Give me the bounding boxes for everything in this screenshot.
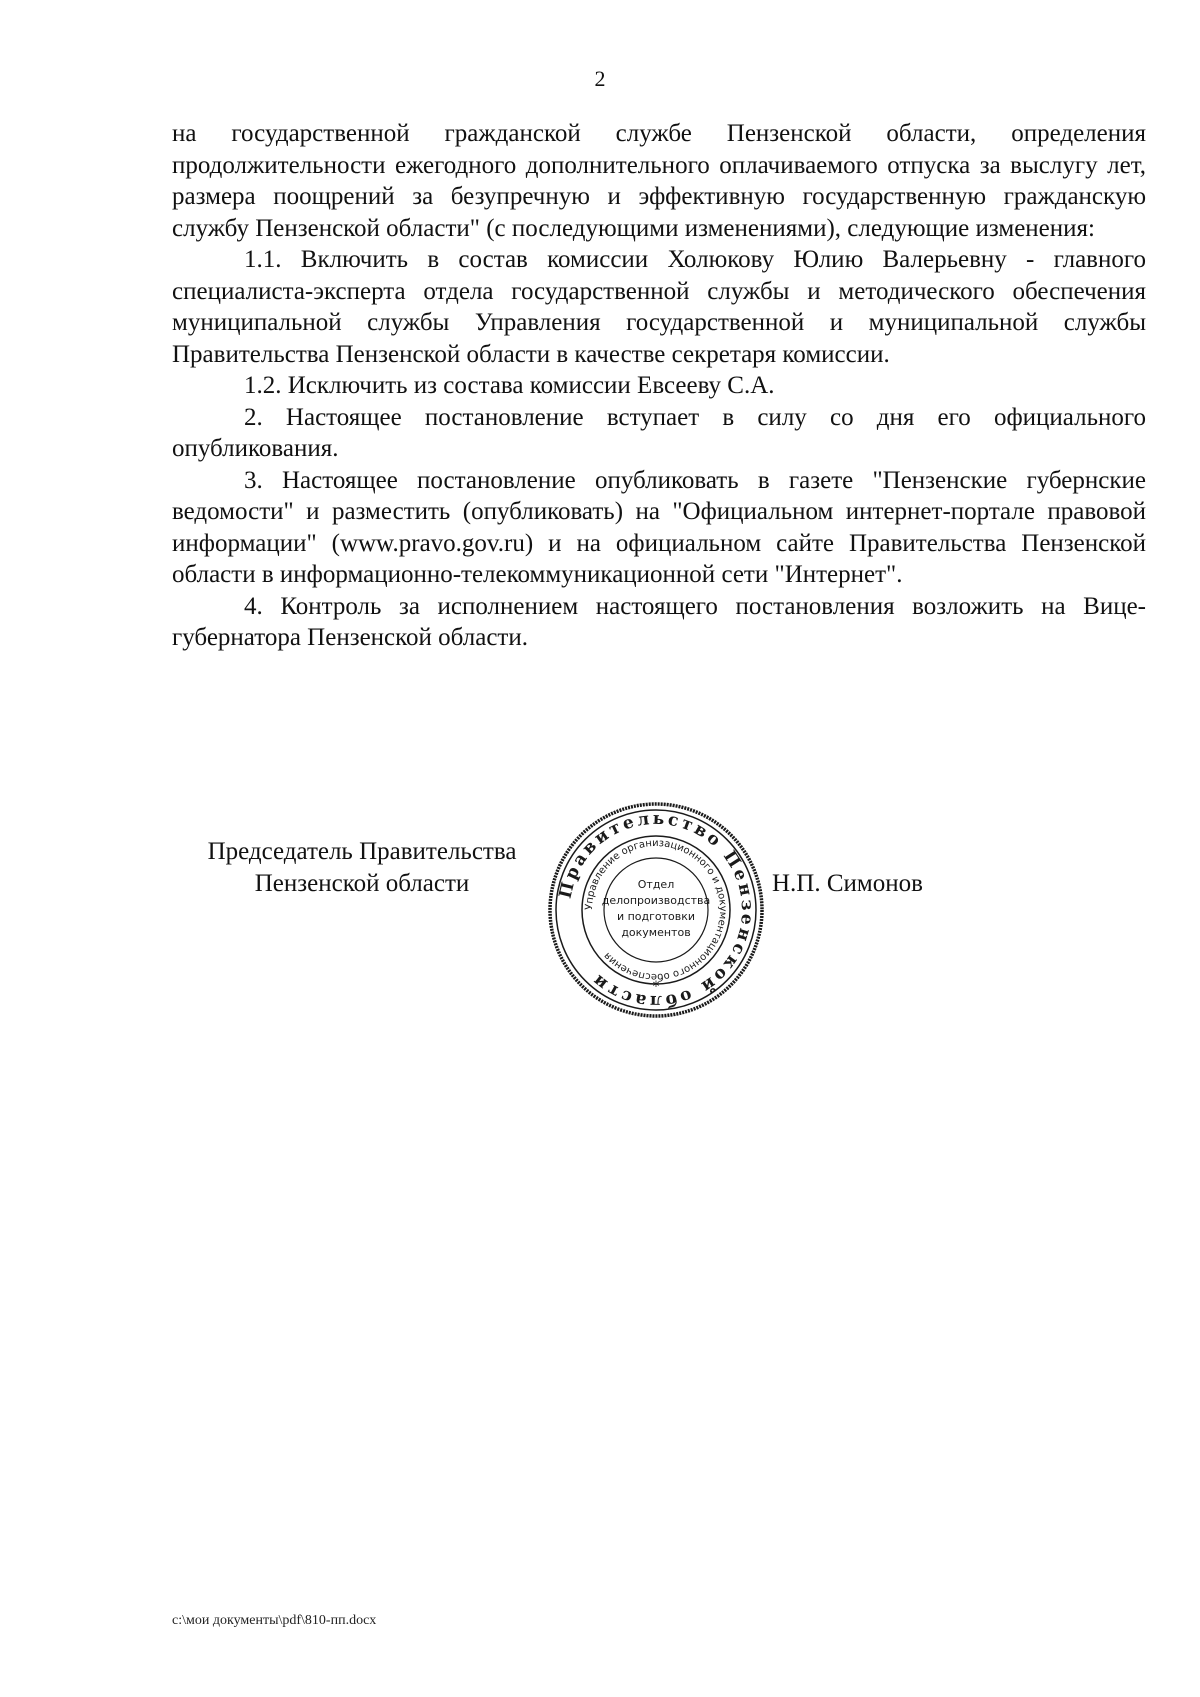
stamp-star-icon: * [652, 979, 660, 995]
stamp-center-line4: документов [621, 926, 691, 939]
document-body [172, 118, 1146, 654]
stamp-outer-text: Правительство Пензенской области [555, 808, 758, 1012]
stamp-center-line2: делопроизводства [601, 894, 711, 907]
footer-file-path: c:\мои документы\pdf\810-пп.docx [172, 1613, 377, 1628]
page-number: 2 [594, 66, 606, 91]
stamp-center-line1: Отдел [637, 878, 675, 891]
official-seal-stamp [542, 796, 770, 1024]
paragraph-1-1: 1.1. Включить в состав комиссии Холюкову Юлию Валерьевну - главного специалиста-эксперта отдела государственной службы и методического обеспечения муниципальной службы Управления государственной и муниципальной службы Правительства Пензенской области в качестве секретаря комиссии. [172, 246, 1146, 368]
signature-block [172, 808, 1146, 1036]
paragraph-1-2: 1.2. Исключить из состава комиссии Евсееву С.А. [244, 372, 775, 399]
signer-title-line2: Пензенской области [254, 870, 470, 897]
signer-title-line1: Председатель Правительства [207, 838, 517, 865]
signer-name: Н.П. Симонов [772, 870, 923, 897]
paragraph-2: 2. Настоящее постановление вступает в силу со дня его официального опубликования. [172, 403, 1146, 462]
paragraph-3: 3. Настоящее постановление опубликовать в газете "Пензенские губернские ведомости" и разместить (опубликовать) на "Официальном интернет-портале правовой информации" (www.pravo.gov.ru) и на официальном сайте Правительства Пензенской области в информационно-телекоммуникационной сети "Интернет". [172, 466, 1146, 588]
stamp-middle-text: Управление организационного и документационного обеспечения [583, 837, 729, 983]
paragraph-intro: на государственной гражданской службе Пензенской области, определения продолжительности ежегодного дополнительного оплачиваемого отпуска за выслугу лет, размера поощрений за безупречную и эффективную государственную гражданскую службу Пензенской области" (с последующими изменениями), следующие изменения: [172, 120, 1146, 242]
stamp-center-line3: и подготовки [616, 910, 696, 923]
signer-title [182, 836, 542, 900]
paragraph-4: 4. Контроль за исполнением настоящего постановления возложить на Вице-губернатора Пензенской области. [172, 592, 1146, 651]
